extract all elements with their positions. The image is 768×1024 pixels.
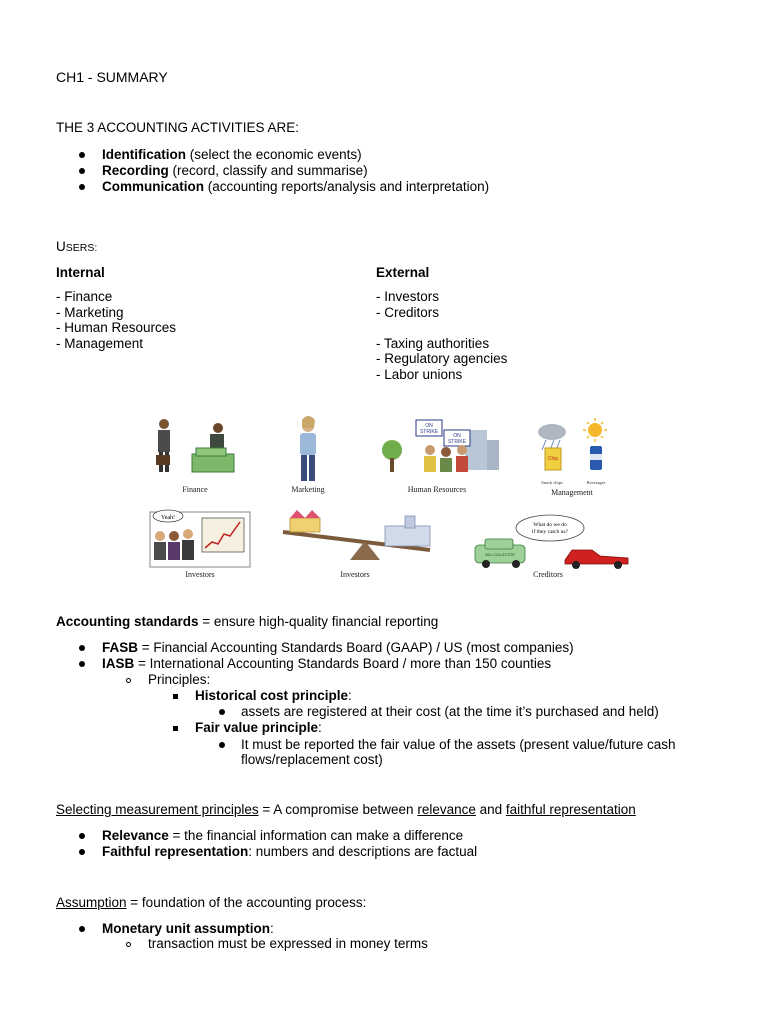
bullet-icon: [79, 926, 85, 932]
creditors-speech: What do we do: [533, 522, 567, 528]
external-user-item: - Investors: [376, 289, 440, 304]
circle-bullet-icon: [126, 678, 131, 683]
measurement-heading: Selecting measurement principles = A compromise between relevance and faithful representation: [56, 802, 636, 817]
marketing-illustration: [291, 416, 324, 494]
investors-illustration: [150, 510, 250, 579]
list-item: Recording (record, classify and summarise): [102, 163, 368, 178]
human-resources-caption: Human Resources: [407, 485, 467, 494]
creditors-illustration: [475, 515, 628, 579]
internal-users-title: Internal: [56, 265, 105, 280]
human-resources-illustration: [382, 420, 499, 494]
finance-caption: Finance: [182, 485, 208, 494]
circle-bullet-icon: [126, 942, 131, 947]
marketing-caption: Marketing: [291, 485, 325, 494]
bullet-icon: [79, 833, 85, 839]
list-item: Relevance = the financial information can make a difference: [102, 828, 464, 843]
list-item: Communication (accounting reports/analysis and interpretation): [102, 179, 490, 194]
list-item: IASB = International Accounting Standards Board / more than 150 counties: [102, 656, 552, 671]
square-bullet-icon: [173, 726, 178, 731]
strike-sign-text: STRIKE: [447, 439, 467, 445]
principle-detail: It must be reported the fair value of the assets (present value/future cash: [241, 737, 676, 752]
list-item: Faithful representation: numbers and descriptions are factual: [102, 844, 478, 859]
users-heading: USERS:: [56, 239, 98, 254]
users-illustration: [140, 410, 630, 585]
standards-heading: Accounting standards = ensure high-quality financial reporting: [56, 614, 439, 629]
strike-sign-text: ON: [453, 433, 461, 439]
creditors-speech: if they catch us?: [532, 529, 568, 535]
bullet-icon: [79, 168, 85, 174]
internal-user-item: - Marketing: [56, 305, 124, 320]
internal-user-item: - Human Resources: [56, 320, 177, 335]
page-title: CH1 - SUMMARY: [56, 69, 168, 85]
list-item: FASB = Financial Accounting Standards Board (GAAP) / US (most companies): [102, 640, 574, 655]
principles-label: Principles:: [148, 672, 211, 687]
strike-sign-text: STRIKE: [419, 429, 439, 435]
chips-brand-text: Chip: [547, 456, 559, 462]
internal-user-item: - Finance: [56, 289, 113, 304]
bullet-icon: [79, 661, 85, 667]
external-user-item: - Regulatory agencies: [376, 351, 508, 366]
investors-caption: Investors: [185, 570, 215, 579]
external-user-item: - Taxing authorities: [376, 336, 490, 351]
management-caption: Management: [551, 488, 593, 497]
assumption-detail: transaction must be expressed in money terms: [148, 936, 428, 951]
external-user-item: - Creditors: [376, 305, 440, 320]
creditors-caption: Creditors: [533, 570, 563, 579]
bullet-icon: [219, 742, 225, 748]
beverage-label: Beverages: [586, 480, 606, 485]
external-user-item: - Labor unions: [376, 367, 463, 382]
internal-user-item: - Management: [56, 336, 144, 351]
square-bullet-icon: [173, 694, 178, 699]
finance-illustration: [156, 419, 234, 494]
list-item: Identification (select the economic events): [102, 147, 362, 162]
activities-heading: THE 3 ACCOUNTING ACTIVITIES ARE:: [56, 120, 300, 135]
assumption-heading: Assumption = foundation of the accounting process:: [56, 895, 367, 910]
principle-detail: assets are registered at their cost (at the time it’s purchased and held): [241, 704, 659, 719]
truck-label: BILL COLLECTOR: [485, 553, 515, 557]
list-item: Monetary unit assumption:: [102, 921, 274, 936]
principle-detail: flows/replacement cost): [241, 752, 383, 767]
bullet-icon: [79, 645, 85, 651]
principle-item: Historical cost principle:: [195, 688, 352, 703]
management-illustration: [538, 418, 607, 497]
investors-caption: Investors: [340, 570, 370, 579]
snack-label: Snack chips: [541, 480, 563, 485]
investors-speech: Yeah!: [160, 515, 176, 521]
bullet-icon: [79, 152, 85, 158]
bullet-icon: [79, 849, 85, 855]
external-users-title: External: [376, 265, 430, 280]
investors-seesaw-illustration: [283, 510, 430, 579]
strike-sign-text: ON: [425, 423, 433, 429]
bullet-icon: [219, 709, 225, 715]
bullet-icon: [79, 184, 85, 190]
principle-item: Fair value principle:: [195, 720, 322, 735]
